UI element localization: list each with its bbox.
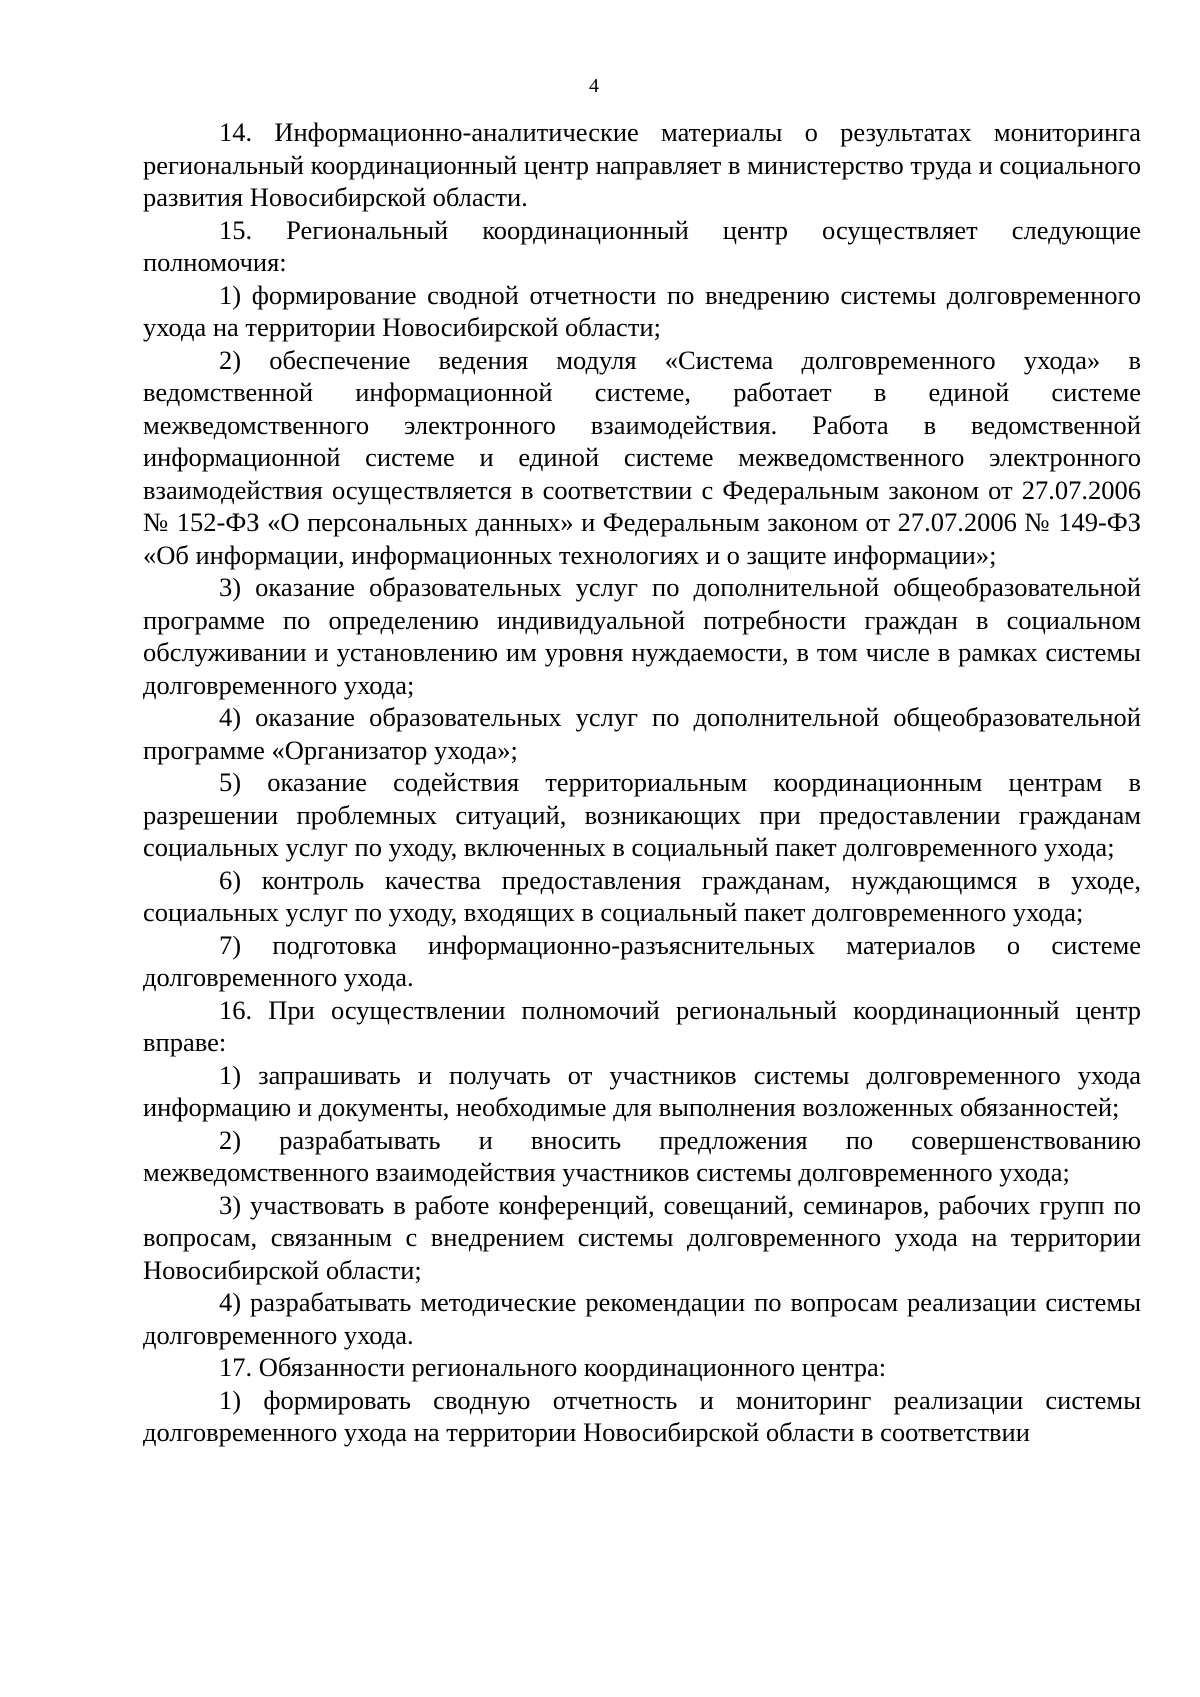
paragraph-15-item-5: 5) оказание содействия территориальным координационным центрам в разрешении проблемных ситуаций, возникающих при предоставлении гражданам социальных услуг по уходу, включенных в социальный пакет долговременного ухода; xyxy=(143,767,1141,862)
page-number: 4 xyxy=(589,75,599,97)
document-body xyxy=(143,116,1141,1449)
paragraph-15-item-6: 6) контроль качества предоставления гражданам, нуждающимся в уходе, социальных услуг по уходу, входящих в социальный пакет долговременного ухода; xyxy=(143,864,1141,927)
paragraph-15-item-3: 3) оказание образовательных услуг по дополнительной общеобразовательной программе по определению индивидуальной потребности граждан в социальном обслуживании и установлению им уровня нуждаемости, в том числе в рамках системы долговременного ухода; xyxy=(143,572,1141,700)
paragraph-16-item-4: 4) разрабатывать методические рекомендации по вопросам реализации системы долговременного ухода. xyxy=(143,1287,1141,1350)
paragraph-15-item-4: 4) оказание образовательных услуг по дополнительной общеобразовательной программе «Организатор ухода»; xyxy=(143,702,1141,765)
paragraph-17-item-1: 1) формировать сводную отчетность и мониторинг реализации системы долговременного ухода на территории Новосибирской области в соответствии xyxy=(143,1384,1141,1447)
paragraph-16-item-2: 2) разрабатывать и вносить предложения по совершенствованию межведомственного взаимодействия участников системы долговременного ухода; xyxy=(143,1124,1141,1187)
paragraph-14: 14. Информационно-аналитические материалы о результатах мониторинга региональный координационный центр направляет в министерство труда и социального развития Новосибирской области. xyxy=(143,117,1141,212)
paragraph-15: 15. Региональный координационный центр осуществляет следующие полномочия: xyxy=(143,214,1141,277)
paragraph-16-item-1: 1) запрашивать и получать от участников системы долговременного ухода информацию и документы, необходимые для выполнения возложенных обязанностей; xyxy=(143,1059,1141,1122)
paragraph-15-item-1: 1) формирование сводной отчетности по внедрению системы долговременного ухода на территории Новосибирской области; xyxy=(143,279,1141,342)
paragraph-15-item-7: 7) подготовка информационно-разъяснительных материалов о системе долговременного ухода. xyxy=(143,929,1141,992)
paragraph-15-item-2: 2) обеспечение ведения модуля «Система долговременного ухода» в ведомственной информационной системе, работает в единой системе межведомственного электронного взаимодействия. Работа в ведомственной информационной системе и единой системе межведомственного электронного взаимодействия осуществляется в соответствии с Федеральным законом от 27.07.2006 № 152-ФЗ «О персональных данных» и Федеральным законом от 27.07.2006 № 149-ФЗ «Об информации, информационных технологиях и о защите информации»; xyxy=(143,344,1141,570)
paragraph-16: 16. При осуществлении полномочий региональный координационный центр вправе: xyxy=(143,994,1141,1057)
paragraph-16-item-3: 3) участвовать в работе конференций, совещаний, семинаров, рабочих групп по вопросам, связанным с внедрением системы долговременного ухода на территории Новосибирской области; xyxy=(143,1189,1141,1285)
paragraph-17: 17. Обязанности регионального координационного центра: xyxy=(219,1352,887,1382)
